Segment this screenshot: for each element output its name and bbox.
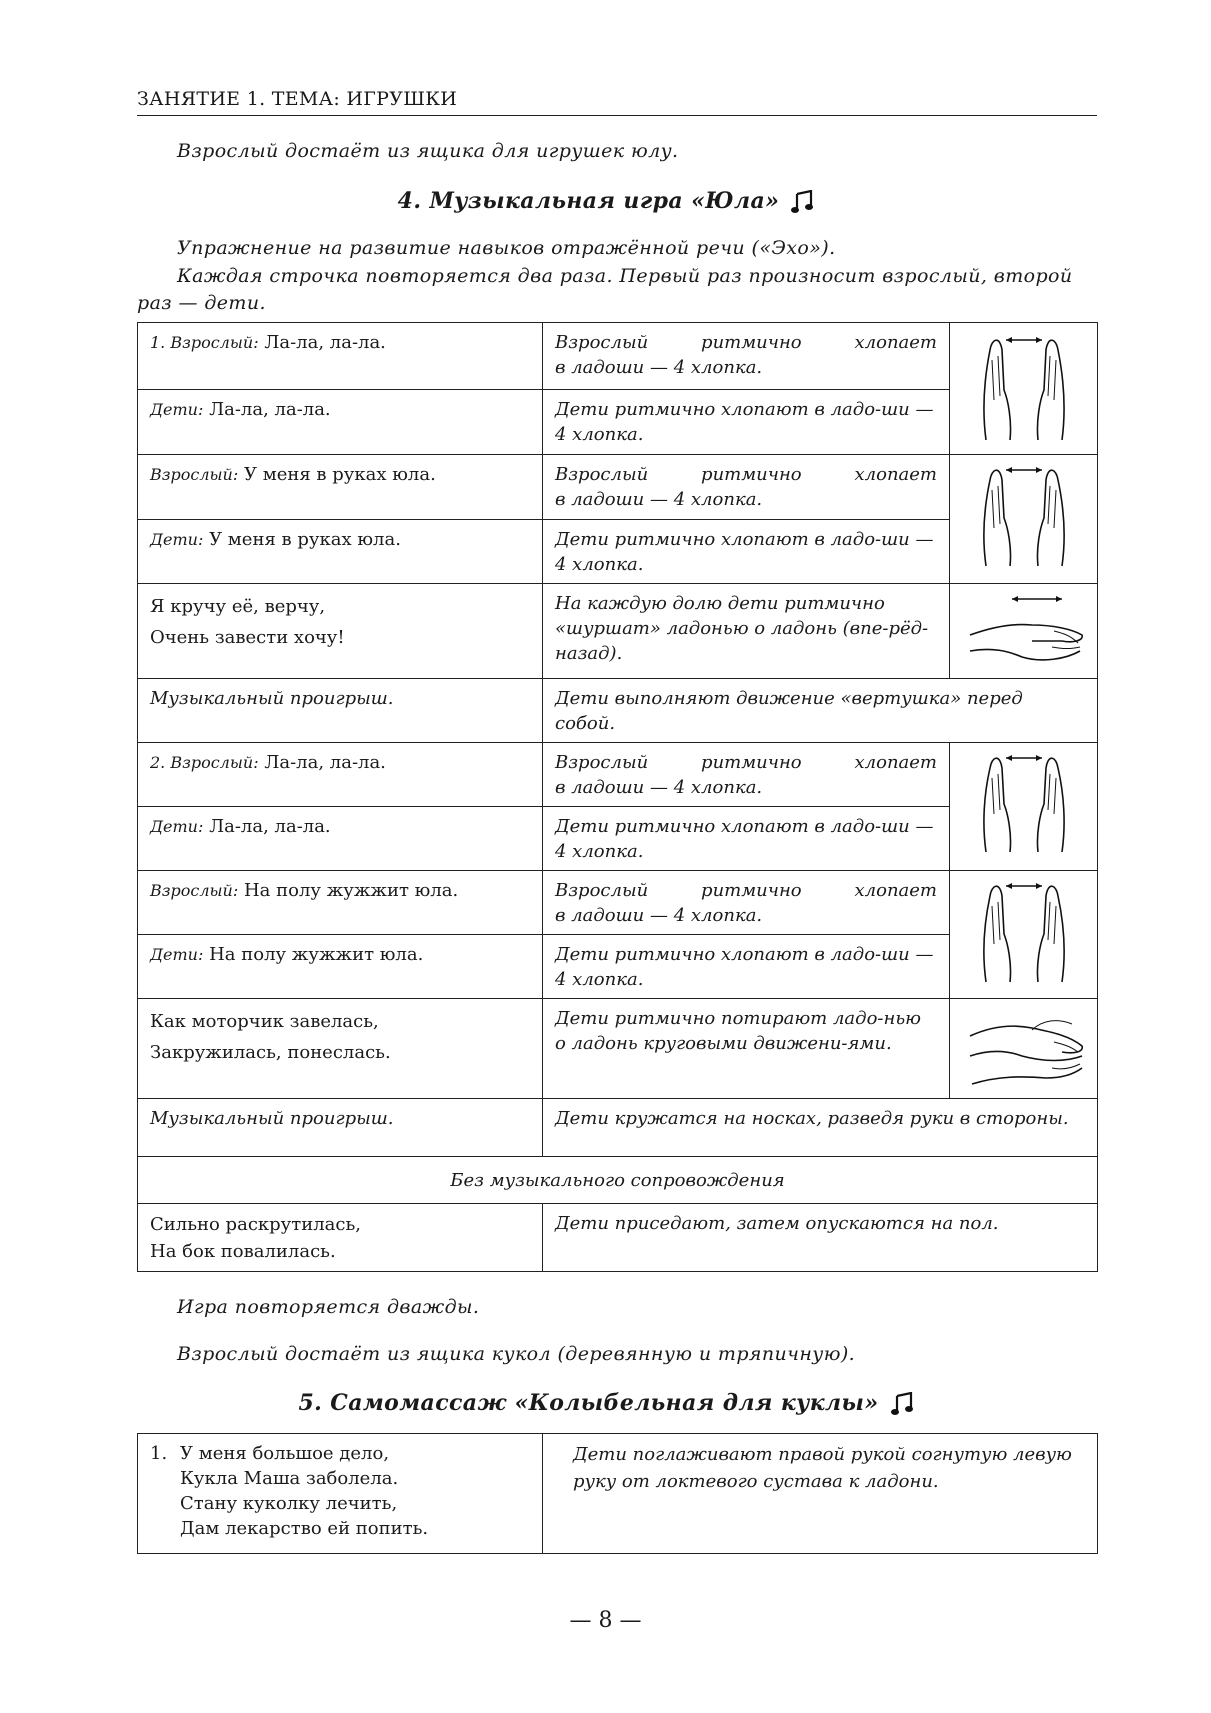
action-cell: Взрослый ритмично хлопает в ладоши — 4 хлопка. (543, 743, 950, 807)
lyric-cell: Дети: У меня в руках юла. (138, 520, 543, 584)
lyric-cell: 1. Взрослый: Ла-ла, ла-ла. (138, 323, 543, 390)
outro-2: Взрослый достаёт из ящика кукол (деревянную и тряпичную). (177, 1343, 856, 1365)
running-header: ЗАНЯТИЕ 1. ТЕМА: ИГРУШКИ (137, 88, 458, 110)
header-rule (137, 115, 1097, 116)
table-row (138, 1204, 1098, 1272)
clap-hands-illustration (950, 323, 1098, 455)
lyric-cell: Дети: Ла-ла, ла-ла. (138, 389, 543, 455)
clap-hands-illustration (950, 871, 1098, 999)
lyric-cell: Музыкальный проигрыш. (138, 1099, 543, 1157)
table-row (138, 1434, 1098, 1554)
table-row (138, 584, 1098, 679)
lyric-cell: Сильно раскрутилась, На бок повалилась. (138, 1204, 543, 1272)
table-row (138, 323, 1098, 390)
clap-hands-illustration (950, 455, 1098, 584)
table-row (138, 743, 1098, 807)
action-cell: Взрослый ритмично хлопает в ладоши — 4 хлопка. (543, 871, 950, 935)
table-row (138, 455, 1098, 520)
clap-hands-illustration (950, 743, 1098, 871)
action-cell: Дети ритмично хлопают в ладо-ши — 4 хлопка. (543, 520, 950, 584)
music-note-icon (891, 1402, 913, 1417)
intro-text: Взрослый достаёт из ящика для игрушек юлу. (177, 140, 679, 162)
lyric-cell: Дети: На полу жужжит юла. (138, 935, 543, 999)
game-table (137, 322, 1098, 1272)
section-4-title (0, 188, 1211, 215)
action-cell: На каждую долю дети ритмично «шуршат» ладонью о ладонь (впе-рёд-назад). (543, 584, 950, 679)
rub-palms-circular-illustration (950, 999, 1098, 1099)
no-music-cell: Без музыкального сопровождения (138, 1157, 1098, 1204)
section-4-desc-1: Упражнение на развитие навыков отражённой речи («Эхо»). (177, 237, 836, 259)
rub-palms-illustration (950, 584, 1098, 679)
lyric-cell: Музыкальный проигрыш. (138, 679, 543, 743)
section-4-desc-2a: Каждая строчка повторяется два раза. Первый раз произносит взрослый, второй (177, 265, 1073, 287)
outro-1: Игра повторяется дважды. (177, 1296, 480, 1318)
lyric-cell: Взрослый: На полу жужжит юла. (138, 871, 543, 935)
action-cell: Дети кружатся на носках, разведя руки в стороны. (543, 1099, 1098, 1157)
table-row (138, 1099, 1098, 1157)
section-4-title-text: 4. Музыкальная игра «Юла» (397, 188, 780, 214)
section-4-desc-2b: раз — дети. (137, 292, 266, 314)
action-cell: Дети поглаживают правой рукой согнутую левую руку от локтевого сустава к ладони. (543, 1434, 1098, 1554)
lyric-cell: Взрослый: У меня в руках юла. (138, 455, 543, 520)
table-row (138, 1157, 1098, 1204)
lyric-cell: Как моторчик завелась, Закружилась, понеслась. (138, 999, 543, 1099)
action-cell: Взрослый ритмично хлопает в ладоши — 4 хлопка. (543, 455, 950, 520)
table-row (138, 679, 1098, 743)
action-cell: Дети приседают, затем опускаются на пол. (543, 1204, 1098, 1272)
lyric-cell: Дети: Ла-ла, ла-ла. (138, 807, 543, 871)
action-cell: Дети ритмично хлопают в ладо-ши — 4 хлопка. (543, 935, 950, 999)
action-cell: Дети ритмично потирают ладо-нью о ладонь круговыми движени-ями. (543, 999, 950, 1099)
page-number: — 8 — (569, 1608, 642, 1633)
action-cell: Дети ритмично хлопают в ладо-ши — 4 хлопка. (543, 807, 950, 871)
section-5-title (0, 1390, 1211, 1417)
lyric-cell: Я кручу её, верчу, Очень завести хочу! (138, 584, 543, 679)
lyric-cell: 1. У меня большое дело, Кукла Маша заболела. Стану куколку лечить, Дам лекарство ей попить. (138, 1434, 543, 1554)
lyric-cell: 2. Взрослый: Ла-ла, ла-ла. (138, 743, 543, 807)
table-row (138, 871, 1098, 935)
action-cell: Дети ритмично хлопают в ладо-ши — 4 хлопка. (543, 389, 950, 455)
table-row (138, 999, 1098, 1099)
action-cell: Дети выполняют движение «вертушка» перед собой. (543, 679, 1098, 743)
section-5-title-text: 5. Самомассаж «Колыбельная для куклы» (298, 1390, 879, 1416)
action-cell: Взрослый ритмично хлопает в ладоши — 4 хлопка. (543, 323, 950, 390)
music-note-icon (791, 200, 813, 215)
massage-table (137, 1433, 1098, 1554)
